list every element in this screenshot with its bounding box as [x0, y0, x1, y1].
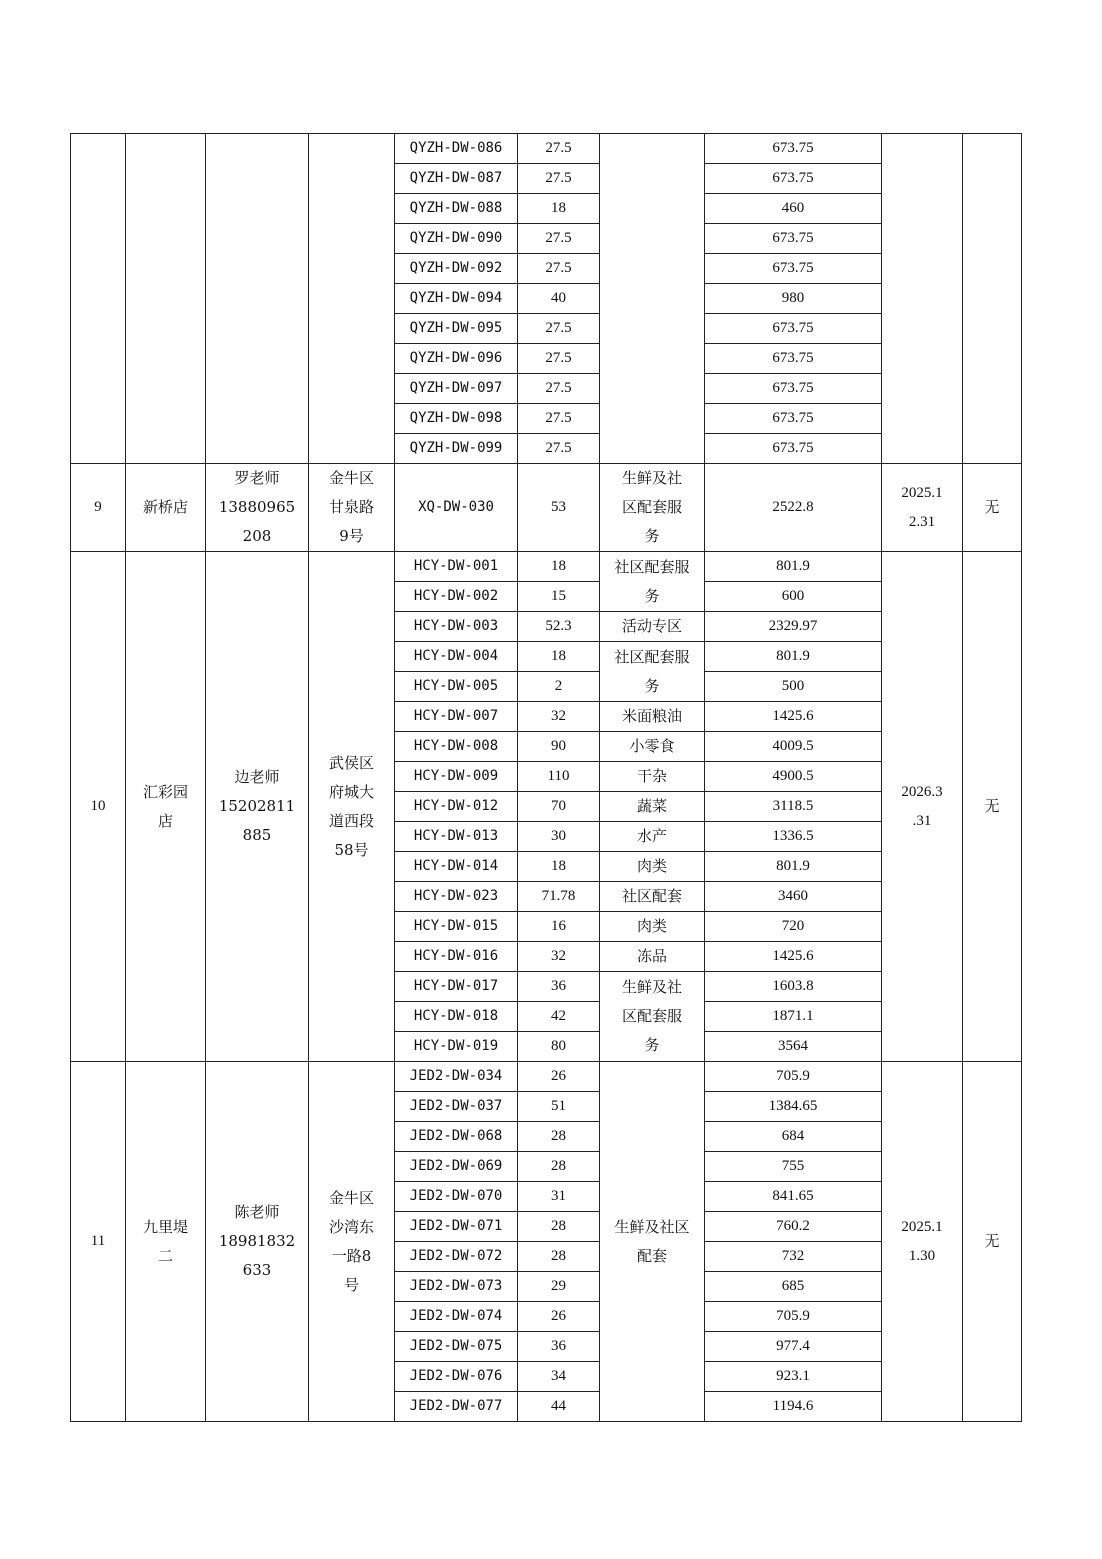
area-cell: 71.78 [518, 882, 600, 912]
rent-cell: 841.65 [705, 1182, 882, 1212]
unit-code-cell: QYZH-DW-096 [395, 344, 518, 374]
rent-cell: 3460 [705, 882, 882, 912]
area-cell: 27.5 [518, 314, 600, 344]
table-row [71, 1062, 1022, 1092]
rent-cell: 685 [705, 1272, 882, 1302]
area-cell: 51 [518, 1092, 600, 1122]
address-cell: 金牛区 甘泉路 9号 [309, 464, 395, 552]
business-type-cell: 干杂 [600, 762, 705, 792]
store-name-cell: 汇彩园 店 [126, 552, 206, 1062]
area-cell: 18 [518, 552, 600, 582]
lease-table [70, 133, 1022, 1422]
rent-cell: 801.9 [705, 552, 882, 582]
unit-code-cell: HCY-DW-015 [395, 912, 518, 942]
area-cell: 28 [518, 1152, 600, 1182]
table-row [71, 134, 1022, 164]
rent-cell: 684 [705, 1122, 882, 1152]
area-cell: 110 [518, 762, 600, 792]
unit-code-cell: HCY-DW-019 [395, 1032, 518, 1062]
area-cell: 26 [518, 1062, 600, 1092]
rent-cell: 500 [705, 672, 882, 702]
business-type-cell: 生鲜及社 区配套服 务 [600, 972, 705, 1062]
rent-cell: 3564 [705, 1032, 882, 1062]
table-row [71, 552, 1022, 582]
rent-cell: 1336.5 [705, 822, 882, 852]
rent-cell: 673.75 [705, 224, 882, 254]
area-cell: 52.3 [518, 612, 600, 642]
area-cell: 90 [518, 732, 600, 762]
contact-cell [206, 134, 309, 464]
business-type-cell: 生鲜及社区 配套 [600, 1062, 705, 1422]
area-cell: 27.5 [518, 374, 600, 404]
area-cell: 31 [518, 1182, 600, 1212]
area-cell: 18 [518, 194, 600, 224]
unit-code-cell: QYZH-DW-092 [395, 254, 518, 284]
rent-cell: 1871.1 [705, 1002, 882, 1032]
end-date-cell: 2025.1 1.30 [882, 1062, 963, 1422]
area-cell: 28 [518, 1212, 600, 1242]
business-type-cell: 冻品 [600, 942, 705, 972]
business-type-cell: 活动专区 [600, 612, 705, 642]
remark-cell [963, 134, 1022, 464]
area-cell: 40 [518, 284, 600, 314]
area-cell: 32 [518, 942, 600, 972]
unit-code-cell: HCY-DW-023 [395, 882, 518, 912]
row-number-cell: 10 [71, 552, 126, 1062]
rent-cell: 4900.5 [705, 762, 882, 792]
unit-code-cell: HCY-DW-007 [395, 702, 518, 732]
row-number-cell: 11 [71, 1062, 126, 1422]
unit-code-cell: JED2-DW-076 [395, 1362, 518, 1392]
lease-table-body [71, 134, 1022, 1422]
contact-cell: 陈老师 18981832 633 [206, 1062, 309, 1422]
contact-cell: 边老师 15202811 885 [206, 552, 309, 1062]
rent-cell: 600 [705, 582, 882, 612]
unit-code-cell: QYZH-DW-097 [395, 374, 518, 404]
rent-cell: 673.75 [705, 134, 882, 164]
area-cell: 70 [518, 792, 600, 822]
area-cell: 27.5 [518, 434, 600, 464]
rent-cell: 460 [705, 194, 882, 224]
rent-cell: 4009.5 [705, 732, 882, 762]
unit-code-cell: HCY-DW-001 [395, 552, 518, 582]
rent-cell: 673.75 [705, 254, 882, 284]
rent-cell: 801.9 [705, 642, 882, 672]
area-cell: 36 [518, 1332, 600, 1362]
end-date-cell [882, 134, 963, 464]
area-cell: 18 [518, 642, 600, 672]
rent-cell: 801.9 [705, 852, 882, 882]
area-cell: 44 [518, 1392, 600, 1422]
rent-cell: 977.4 [705, 1332, 882, 1362]
business-type-cell: 米面粮油 [600, 702, 705, 732]
unit-code-cell: QYZH-DW-095 [395, 314, 518, 344]
area-cell: 27.5 [518, 164, 600, 194]
unit-code-cell: JED2-DW-075 [395, 1332, 518, 1362]
rent-cell: 3118.5 [705, 792, 882, 822]
area-cell: 34 [518, 1362, 600, 1392]
unit-code-cell: JED2-DW-070 [395, 1182, 518, 1212]
unit-code-cell: HCY-DW-009 [395, 762, 518, 792]
unit-code-cell: QYZH-DW-086 [395, 134, 518, 164]
remark-cell: 无 [963, 1062, 1022, 1422]
table-row [71, 464, 1022, 552]
unit-code-cell: XQ-DW-030 [395, 464, 518, 552]
rent-cell: 732 [705, 1242, 882, 1272]
unit-code-cell: HCY-DW-002 [395, 582, 518, 612]
business-type-cell: 肉类 [600, 912, 705, 942]
area-cell: 27.5 [518, 224, 600, 254]
rent-cell: 923.1 [705, 1362, 882, 1392]
unit-code-cell: HCY-DW-003 [395, 612, 518, 642]
rent-cell: 673.75 [705, 164, 882, 194]
unit-code-cell: QYZH-DW-098 [395, 404, 518, 434]
area-cell: 28 [518, 1122, 600, 1152]
remark-cell: 无 [963, 464, 1022, 552]
unit-code-cell: HCY-DW-012 [395, 792, 518, 822]
rent-cell: 1384.65 [705, 1092, 882, 1122]
unit-code-cell: QYZH-DW-099 [395, 434, 518, 464]
remark-cell: 无 [963, 552, 1022, 1062]
business-type-cell: 肉类 [600, 852, 705, 882]
business-type-cell: 蔬菜 [600, 792, 705, 822]
unit-code-cell: HCY-DW-008 [395, 732, 518, 762]
store-name-cell: 新桥店 [126, 464, 206, 552]
address-cell: 金牛区 沙湾东 一路8 号 [309, 1062, 395, 1422]
unit-code-cell: HCY-DW-014 [395, 852, 518, 882]
row-number-cell: 9 [71, 464, 126, 552]
area-cell: 27.5 [518, 404, 600, 434]
unit-code-cell: JED2-DW-037 [395, 1092, 518, 1122]
business-type-cell [600, 134, 705, 464]
unit-code-cell: HCY-DW-016 [395, 942, 518, 972]
area-cell: 36 [518, 972, 600, 1002]
end-date-cell: 2026.3 .31 [882, 552, 963, 1062]
address-cell [309, 134, 395, 464]
area-cell: 80 [518, 1032, 600, 1062]
unit-code-cell: QYZH-DW-088 [395, 194, 518, 224]
area-cell: 2 [518, 672, 600, 702]
unit-code-cell: JED2-DW-068 [395, 1122, 518, 1152]
area-cell: 32 [518, 702, 600, 732]
unit-code-cell: JED2-DW-074 [395, 1302, 518, 1332]
area-cell: 15 [518, 582, 600, 612]
rent-cell: 1425.6 [705, 702, 882, 732]
address-cell: 武侯区 府城大 道西段 58号 [309, 552, 395, 1062]
rent-cell: 673.75 [705, 404, 882, 434]
area-cell: 27.5 [518, 134, 600, 164]
row-number-cell [71, 134, 126, 464]
contact-cell: 罗老师 13880965 208 [206, 464, 309, 552]
area-cell: 42 [518, 1002, 600, 1032]
area-cell: 28 [518, 1242, 600, 1272]
rent-cell: 1425.6 [705, 942, 882, 972]
unit-code-cell: QYZH-DW-090 [395, 224, 518, 254]
rent-cell: 760.2 [705, 1212, 882, 1242]
business-type-cell: 水产 [600, 822, 705, 852]
unit-code-cell: JED2-DW-073 [395, 1272, 518, 1302]
rent-cell: 2329.97 [705, 612, 882, 642]
rent-cell: 673.75 [705, 434, 882, 464]
rent-cell: 673.75 [705, 314, 882, 344]
unit-code-cell: HCY-DW-005 [395, 672, 518, 702]
area-cell: 26 [518, 1302, 600, 1332]
area-cell: 16 [518, 912, 600, 942]
rent-cell: 673.75 [705, 374, 882, 404]
rent-cell: 705.9 [705, 1062, 882, 1092]
area-cell: 29 [518, 1272, 600, 1302]
business-type-cell: 小零食 [600, 732, 705, 762]
unit-code-cell: HCY-DW-004 [395, 642, 518, 672]
business-type-cell: 社区配套服 务 [600, 642, 705, 702]
rent-cell: 2522.8 [705, 464, 882, 552]
business-type-cell: 生鲜及社 区配套服 务 [600, 464, 705, 552]
end-date-cell: 2025.1 2.31 [882, 464, 963, 552]
business-type-cell: 社区配套服 务 [600, 552, 705, 612]
rent-cell: 755 [705, 1152, 882, 1182]
rent-cell: 720 [705, 912, 882, 942]
area-cell: 27.5 [518, 254, 600, 284]
area-cell: 30 [518, 822, 600, 852]
unit-code-cell: JED2-DW-034 [395, 1062, 518, 1092]
area-cell: 53 [518, 464, 600, 552]
unit-code-cell: QYZH-DW-087 [395, 164, 518, 194]
rent-cell: 980 [705, 284, 882, 314]
rent-cell: 1194.6 [705, 1392, 882, 1422]
unit-code-cell: JED2-DW-069 [395, 1152, 518, 1182]
rent-cell: 1603.8 [705, 972, 882, 1002]
business-type-cell: 社区配套 [600, 882, 705, 912]
unit-code-cell: HCY-DW-013 [395, 822, 518, 852]
store-name-cell: 九里堤 二 [126, 1062, 206, 1422]
store-name-cell [126, 134, 206, 464]
unit-code-cell: JED2-DW-072 [395, 1242, 518, 1272]
rent-cell: 673.75 [705, 344, 882, 374]
unit-code-cell: HCY-DW-017 [395, 972, 518, 1002]
area-cell: 27.5 [518, 344, 600, 374]
rent-cell: 705.9 [705, 1302, 882, 1332]
unit-code-cell: HCY-DW-018 [395, 1002, 518, 1032]
area-cell: 18 [518, 852, 600, 882]
unit-code-cell: JED2-DW-071 [395, 1212, 518, 1242]
unit-code-cell: QYZH-DW-094 [395, 284, 518, 314]
unit-code-cell: JED2-DW-077 [395, 1392, 518, 1422]
